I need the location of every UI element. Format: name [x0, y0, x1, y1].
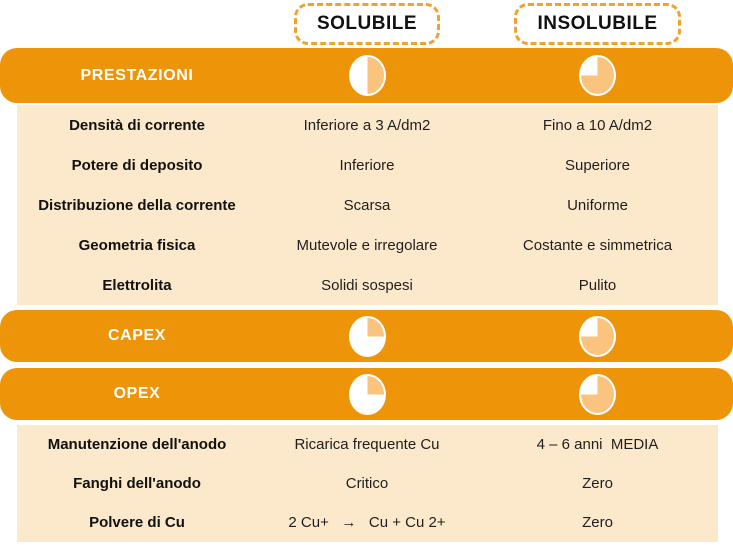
capex-insolubile-pie	[579, 316, 616, 357]
solubile-value: Critico	[345, 475, 389, 492]
section-bar-prestazioni	[0, 48, 733, 103]
row-label: Geometria fisica	[78, 236, 196, 254]
quarter-pie-icon	[349, 374, 386, 415]
table-row	[17, 105, 718, 145]
solubile-value: Ricarica frequente Cu	[294, 436, 440, 453]
row-label: Fanghi dell'anodo	[73, 475, 201, 492]
prestazioni-insolubile-pie	[579, 55, 616, 96]
opex-solubile-pie	[349, 374, 386, 415]
solubile-value: Mutevole e irregolare	[296, 236, 438, 254]
section-bar-opex	[0, 368, 733, 420]
column-headers	[0, 0, 733, 48]
insolubile-value: Pulito	[578, 276, 617, 294]
solubile-badge: SOLUBILE	[294, 3, 440, 45]
half-pie-icon	[349, 55, 386, 96]
row-label: Elettrolita	[102, 276, 172, 294]
insolubile-value: 4 – 6 anni MEDIA	[536, 436, 659, 453]
row-label: Polvere di Cu	[89, 514, 185, 531]
prestazioni-solubile-pie	[349, 55, 386, 96]
capex-solubile-pie	[349, 316, 386, 357]
solubile-column-header	[294, 3, 440, 45]
solubile-value: Solidi sospesi	[321, 276, 413, 294]
table-row	[17, 185, 718, 225]
solubile-value: Inferiore a 3 A/dm2	[303, 116, 431, 134]
table-row	[17, 265, 718, 305]
section-title-capex: CAPEX	[107, 327, 167, 344]
quarter-pie-icon	[349, 316, 386, 357]
table-row	[17, 503, 718, 542]
section-title-prestazioni: PRESTAZIONI	[80, 66, 194, 84]
table-row	[17, 425, 718, 464]
three-quarter-pie-icon	[579, 316, 616, 357]
insolubile-value: Zero	[582, 475, 613, 492]
three-quarter-pie-icon	[579, 374, 616, 415]
insolubile-value: Zero	[582, 514, 613, 531]
opex-rows	[17, 425, 718, 542]
insolubile-badge: INSOLUBILE	[514, 3, 680, 45]
row-label: Manutenzione dell'anodo	[47, 436, 227, 453]
insolubile-column-header	[514, 3, 680, 45]
insolubile-value: Costante e simmetrica	[522, 236, 673, 254]
table-row	[17, 145, 718, 185]
section-title-opex: OPEX	[113, 385, 161, 402]
section-bar-capex	[0, 310, 733, 362]
insolubile-value: Uniforme	[567, 196, 628, 214]
insolubile-value: Superiore	[564, 156, 631, 174]
table-row	[17, 225, 718, 265]
insolubile-value: Fino a 10 A/dm2	[542, 116, 653, 134]
three-quarter-pie-icon	[579, 55, 616, 96]
row-label: Densità di corrente	[69, 116, 205, 134]
row-label: Potere di deposito	[71, 156, 203, 174]
solubile-value: Scarsa	[343, 196, 391, 214]
row-label: Distribuzione della corrente	[38, 196, 236, 214]
solubile-value: 2 Cu+ → Cu + Cu 2+	[288, 514, 446, 531]
table-row	[17, 464, 718, 503]
solubile-value: Inferiore	[339, 156, 395, 174]
opex-insolubile-pie	[579, 374, 616, 415]
prestazioni-rows	[17, 105, 718, 305]
